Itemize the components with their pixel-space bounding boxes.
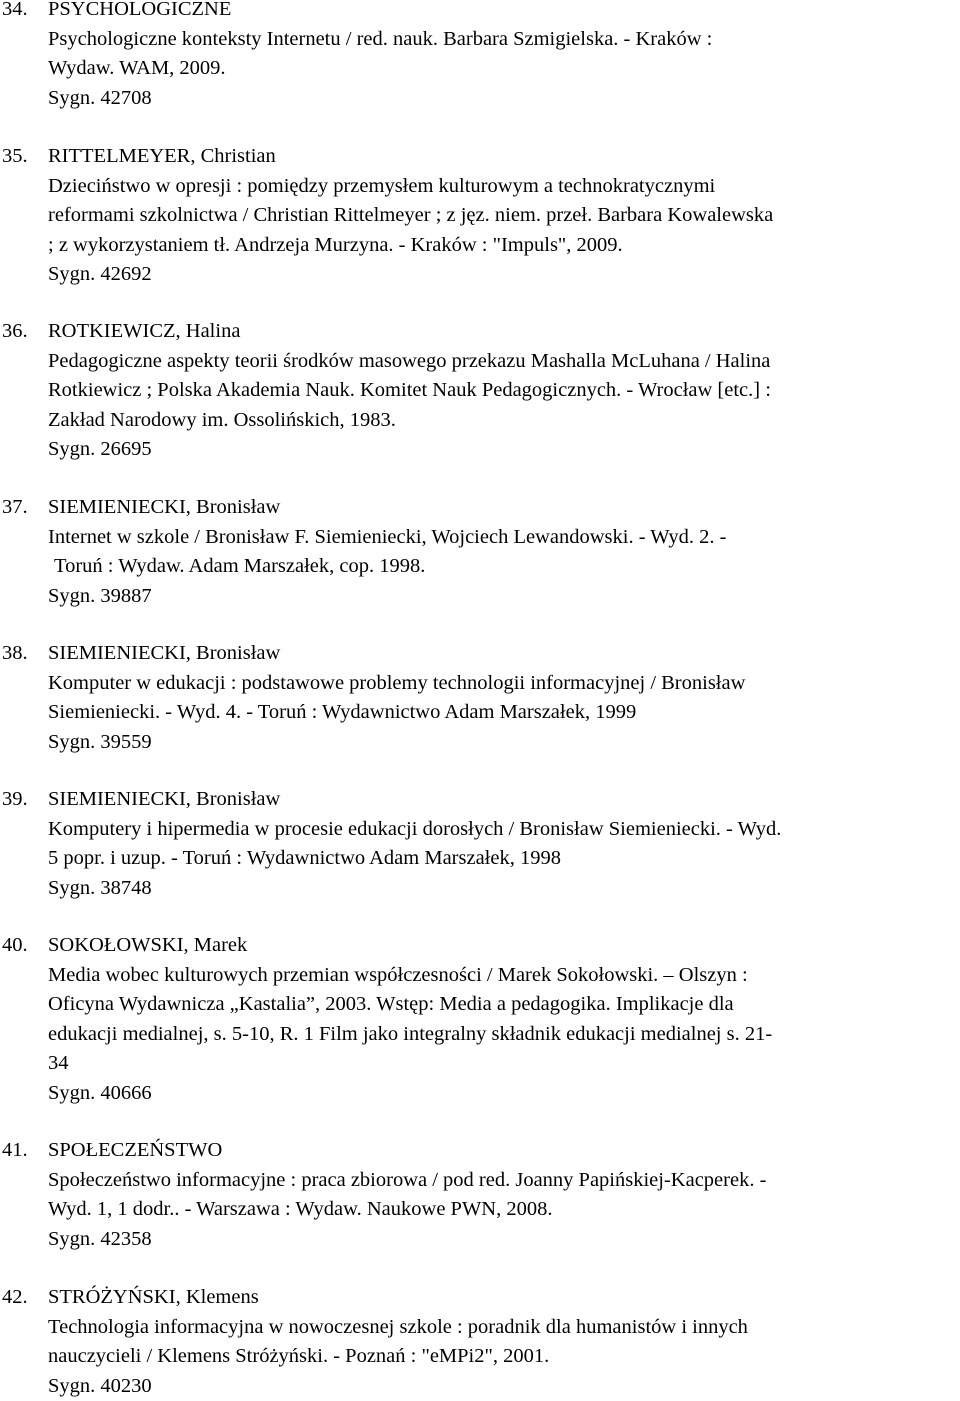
entry-number: 41. [2,1136,28,1166]
entry-heading: SPOŁECZEŃSTWO [48,1136,960,1166]
bibliography-entry [0,142,960,290]
entry-description-line: Komputery i hipermedia w procesie edukacji dorosłych / Bronisław Siemieniecki. - Wyd. [48,815,960,845]
call-number: Sygn. 40230 [48,1372,960,1401]
entry-number: 37. [2,493,28,523]
entry-description-line: nauczycieli / Klemens Stróżyński. - Poznań : "eMPi2", 2001. [48,1342,960,1372]
entry-description-line: edukacji medialnej, s. 5-10, R. 1 Film jako integralny składnik edukacji medialnej s. 21- [48,1020,960,1050]
bibliography-entry [0,931,960,1108]
call-number: Sygn. 40666 [48,1079,960,1109]
entry-heading: SIEMIENIECKI, Bronisław [48,493,960,523]
call-number: Sygn. 38748 [48,874,960,904]
entry-description-line: Wydaw. WAM, 2009. [48,54,960,84]
entry-number: 40. [2,931,28,961]
entry-heading: SOKOŁOWSKI, Marek [48,931,960,961]
bibliography-entry [0,1283,960,1401]
bibliography-entry [0,493,960,611]
entry-number: 38. [2,639,28,669]
entry-description-line: Toruń : Wydaw. Adam Marszałek, cop. 1998. [48,552,960,582]
entry-description-line: Siemieniecki. - Wyd. 4. - Toruń : Wydawnictwo Adam Marszałek, 1999 [48,698,960,728]
entry-description-line: Psychologiczne konteksty Internetu / red. nauk. Barbara Szmigielska. - Kraków : [48,25,960,55]
entry-description-line: Społeczeństwo informacyjne : praca zbiorowa / pod red. Joanny Papińskiej-Kacperek. - [48,1166,960,1196]
entry-description-line: Wyd. 1, 1 dodr.. - Warszawa : Wydaw. Naukowe PWN, 2008. [48,1195,960,1225]
entry-heading: RITTELMEYER, Christian [48,142,960,172]
entry-number: 36. [2,317,28,347]
entry-description-line: Internet w szkole / Bronisław F. Siemieniecki, Wojciech Lewandowski. - Wyd. 2. - [48,523,960,553]
entry-number: 42. [2,1283,28,1313]
call-number: Sygn. 39559 [48,728,960,758]
bibliography-entry [0,785,960,903]
entry-description-line: Media wobec kulturowych przemian współczesności / Marek Sokołowski. – Olszyn : [48,961,960,991]
entry-description-line: 34 [48,1049,960,1079]
entry-description-line: Oficyna Wydawnicza „Kastalia”, 2003. Wstęp: Media a pedagogika. Implikacje dla [48,990,960,1020]
bibliography-entry [0,0,960,113]
bibliography-entry [0,317,960,465]
entry-description-line: Komputer w edukacji : podstawowe problemy technologii informacyjnej / Bronisław [48,669,960,699]
entry-description-line: reformami szkolnictwa / Christian Rittelmeyer ; z jęz. niem. przeł. Barbara Kowalewska [48,201,960,231]
entry-heading: STRÓŻYŃSKI, Klemens [48,1283,960,1313]
entry-heading: PSYCHOLOGICZNE [48,0,960,25]
call-number: Sygn. 26695 [48,435,960,465]
entry-description-line: Zakład Narodowy im. Ossolińskich, 1983. [48,406,960,436]
entry-description-line: 5 popr. i uzup. - Toruń : Wydawnictwo Adam Marszałek, 1998 [48,844,960,874]
entry-number: 34. [2,0,28,25]
entry-heading: SIEMIENIECKI, Bronisław [48,785,960,815]
call-number: Sygn. 42708 [48,84,960,114]
entry-number: 39. [2,785,28,815]
bibliography-entry [0,1136,960,1254]
entry-description-line: Technologia informacyjna w nowoczesnej szkole : poradnik dla humanistów i innych [48,1313,960,1343]
call-number: Sygn. 42358 [48,1225,960,1255]
bibliography-entry [0,639,960,757]
entry-heading: ROTKIEWICZ, Halina [48,317,960,347]
entry-description-line: ; z wykorzystaniem tł. Andrzeja Murzyna. - Kraków : "Impuls", 2009. [48,231,960,261]
entry-description-line: Pedagogiczne aspekty teorii środków masowego przekazu Mashalla McLuhana / Halina [48,347,960,377]
call-number: Sygn. 39887 [48,582,960,612]
call-number: Sygn. 42692 [48,260,960,290]
entry-description-line: Rotkiewicz ; Polska Akademia Nauk. Komitet Nauk Pedagogicznych. - Wrocław [etc.] : [48,376,960,406]
entry-number: 35. [2,142,28,172]
entry-description-line: Dzieciństwo w opresji : pomiędzy przemysłem kulturowym a technokratycznymi [48,172,960,202]
entry-heading: SIEMIENIECKI, Bronisław [48,639,960,669]
